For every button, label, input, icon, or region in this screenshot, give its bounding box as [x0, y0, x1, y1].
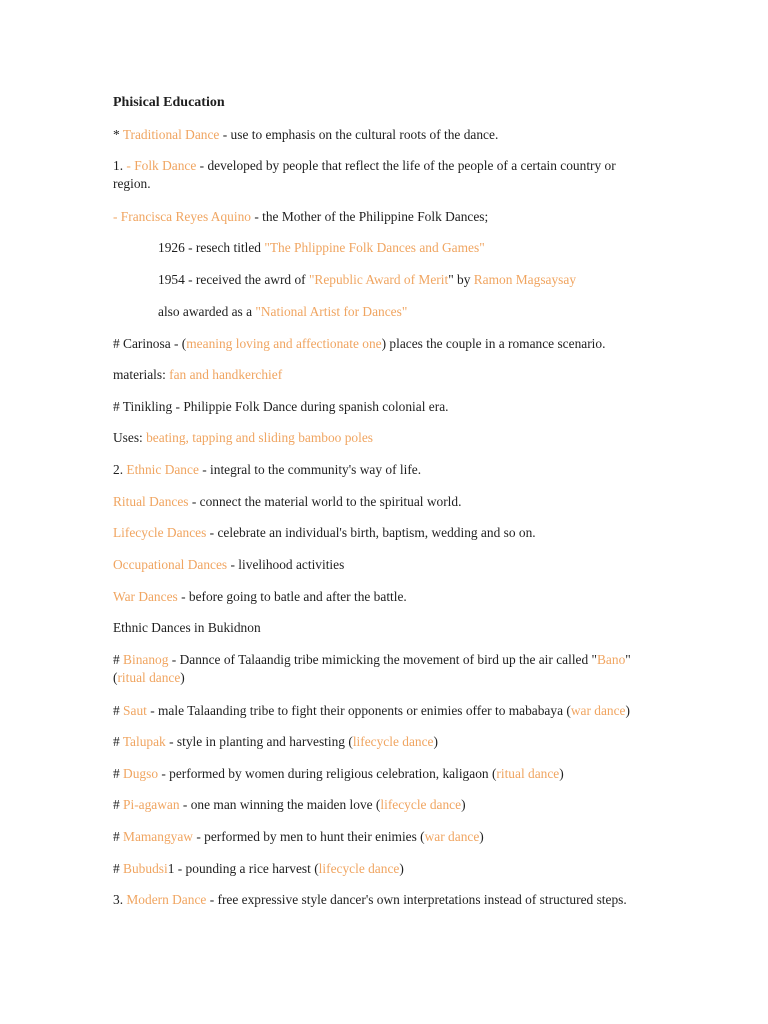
highlighted-term: Lifecycle Dances: [113, 525, 207, 540]
text-segment: - developed by people that reflect the life of the people of a certain country or region.: [113, 158, 616, 191]
text-segment: - one man winning the maiden love (: [179, 797, 381, 812]
highlighted-term: Ritual Dances: [113, 494, 189, 509]
highlighted-term: ritual dance: [496, 766, 560, 781]
highlighted-term: - Francisca Reyes Aquino: [113, 209, 251, 224]
text-segment: - celebrate an individual's birth, baptism, wedding and so on.: [206, 525, 536, 540]
text-segment: ): [180, 670, 185, 685]
text-line: [113, 733, 438, 751]
text-line: [113, 619, 261, 637]
text-segment: 1 - pounding a rice harvest (: [167, 861, 319, 876]
text-line: [113, 157, 653, 193]
text-segment: ) places the couple in a romance scenario.: [381, 336, 606, 351]
text-segment: #: [113, 652, 124, 667]
highlighted-term: fan and handkerchief: [169, 367, 283, 382]
highlighted-term: lifecycle dance: [318, 861, 400, 876]
text-line: [113, 891, 627, 909]
highlighted-term: Pi-agawan: [123, 797, 180, 812]
text-segment: materials:: [113, 367, 170, 382]
text-segment: - male Talaanding tribe to fight their opponents or enimies offer to mababaya (: [146, 703, 571, 718]
text-line: [113, 796, 466, 814]
highlighted-term: lifecycle dance: [352, 734, 434, 749]
highlighted-term: Ramon Magsaysay: [473, 272, 577, 287]
text-segment: - performed by women during religious celebration, kaligaon (: [158, 766, 497, 781]
highlighted-term: Bano: [597, 652, 626, 667]
text-line: [113, 208, 488, 226]
highlighted-term: Occupational Dances: [113, 557, 228, 572]
text-line: [158, 303, 407, 321]
highlighted-term: meaning loving and affectionate one: [186, 336, 382, 351]
text-line: [113, 335, 605, 353]
text-segment: - before going to batle and after the battle.: [177, 589, 407, 604]
text-line: [113, 588, 407, 606]
text-segment: 2.: [113, 462, 127, 477]
highlighted-term: "National Artist for Dances": [255, 304, 408, 319]
text-line: [113, 398, 449, 416]
highlighted-term: Ethnic Dance: [126, 462, 199, 477]
text-segment: ): [433, 734, 438, 749]
text-line: [113, 493, 461, 511]
text-segment: ): [625, 703, 630, 718]
text-segment: ): [559, 766, 564, 781]
text-line: [113, 702, 630, 720]
text-line: [113, 126, 498, 144]
text-line: [113, 651, 653, 687]
text-segment: #: [113, 797, 124, 812]
text-segment: - connect the material world to the spiritual world.: [188, 494, 462, 509]
highlighted-term: Binanog: [123, 652, 169, 667]
text-segment: - the Mother of the Philippine Folk Dances;: [250, 209, 489, 224]
text-segment: ): [461, 797, 466, 812]
text-segment: " by: [448, 272, 474, 287]
text-segment: ): [399, 861, 404, 876]
text-segment: # Tinikling - Philippie Folk Dance during spanish colonial era.: [113, 399, 449, 414]
text-line: [158, 239, 485, 257]
highlighted-term: lifecycle dance: [380, 797, 462, 812]
text-segment: 1.: [113, 158, 127, 173]
text-line: [113, 860, 404, 878]
text-segment: #: [113, 766, 124, 781]
text-line: [113, 366, 282, 384]
highlighted-term: War Dances: [113, 589, 178, 604]
text-segment: 1954 - received the awrd of: [158, 272, 309, 287]
text-segment: " (: [113, 652, 631, 685]
highlighted-term: Talupak: [122, 734, 166, 749]
text-segment: #: [113, 734, 123, 749]
highlighted-term: Bubudsi: [123, 861, 168, 876]
highlighted-term: Mamangyaw: [123, 829, 193, 844]
text-segment: #: [113, 861, 124, 876]
highlighted-term: - Folk Dance: [126, 158, 197, 173]
text-line: [113, 828, 484, 846]
highlighted-term: Traditional Dance: [122, 127, 220, 142]
text-segment: - use to emphasis on the cultural roots of the dance.: [219, 127, 499, 142]
text-segment: - Dannce of Talaandig tribe mimicking the movement of bird up the air called ": [168, 652, 597, 667]
highlighted-term: beating, tapping and sliding bamboo poles: [146, 430, 373, 445]
document-title: Phisical Education: [113, 95, 225, 110]
text-line: [113, 556, 344, 574]
highlighted-term: war dance: [424, 829, 480, 844]
highlighted-term: "The Phlippine Folk Dances and Games": [264, 240, 485, 255]
text-segment: #: [113, 703, 124, 718]
text-segment: - integral to the community's way of life.: [198, 462, 422, 477]
text-segment: also awarded as a: [158, 304, 256, 319]
highlighted-term: Dugso: [123, 766, 159, 781]
text-segment: 1926 - resech titled: [158, 240, 265, 255]
text-segment: - performed by men to hunt their enimies (: [192, 829, 425, 844]
highlighted-term: "Republic Award of Merit: [308, 272, 449, 287]
text-segment: #: [113, 829, 124, 844]
text-segment: 3.: [113, 892, 127, 907]
text-segment: - free expressive style dancer's own interpretations instead of structured steps.: [206, 892, 627, 907]
text-line: [113, 524, 536, 542]
text-segment: Uses:: [113, 430, 147, 445]
highlighted-term: war dance: [570, 703, 626, 718]
text-segment: *: [113, 127, 123, 142]
text-line: [113, 765, 564, 783]
highlighted-term: ritual dance: [117, 670, 181, 685]
text-segment: ): [479, 829, 484, 844]
text-line: [158, 271, 576, 289]
text-line: [113, 461, 421, 479]
text-segment: - livelihood activities: [227, 557, 345, 572]
text-segment: - style in planting and harvesting (: [165, 734, 353, 749]
highlighted-term: Saut: [123, 703, 147, 718]
text-segment: Ethnic Dances in Bukidnon: [113, 620, 261, 635]
text-segment: # Carinosa - (: [113, 336, 187, 351]
text-line: [113, 429, 373, 447]
highlighted-term: Modern Dance: [126, 892, 207, 907]
